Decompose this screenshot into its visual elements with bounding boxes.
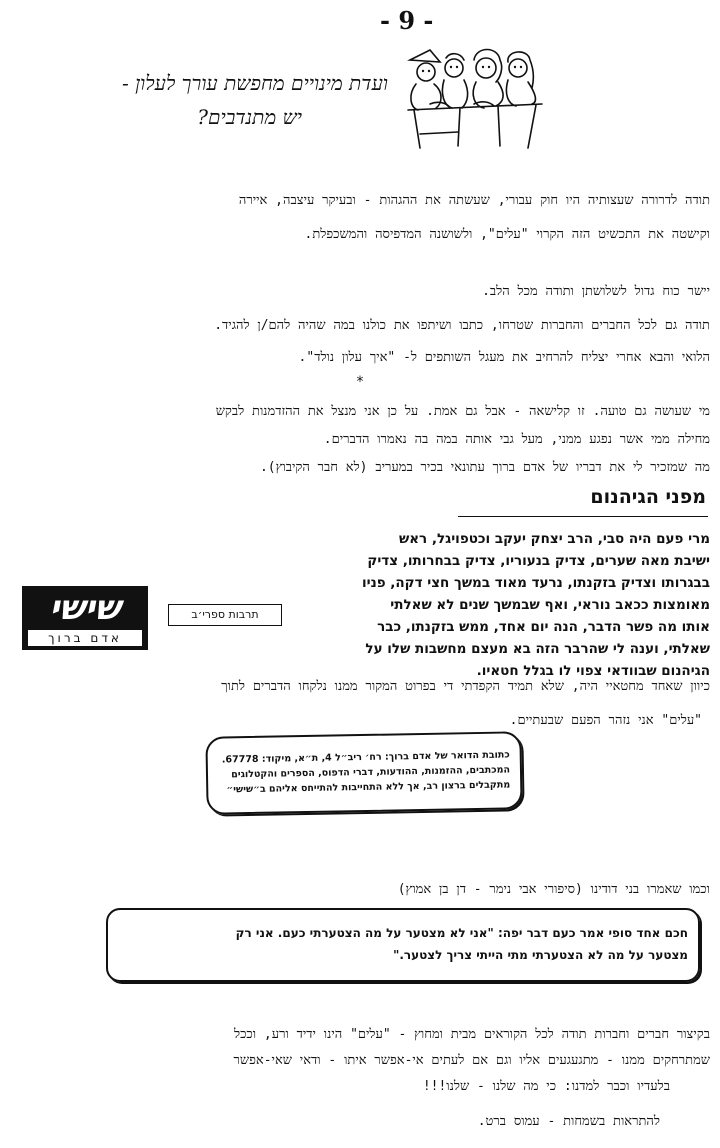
text-line: כיוון שאחד מחטאיי היה, שלא תמיד הקפדתי די בפרוט המקור ממנו נלקחו הדברים לתוך — [221, 679, 710, 694]
signature — [20, 1112, 660, 1132]
text-line: מי שעושה גם טועה. זו קלישאה - אבל גם אמת. על כן אני מנצל את ההזדמנות לבקש — [215, 404, 710, 419]
paragraph-source-note — [20, 670, 710, 738]
paragraph-saying-intro — [20, 880, 710, 900]
saying-box — [106, 908, 700, 982]
text-line: שמתרחקים ממנו - מתגעגעים אליו וגם אם לעתים אי-אפשר איתו - ודאי שאי-אפשר — [233, 1053, 710, 1068]
saying-line: חכם אחד סופי אמר כעם דבר יפה: "אני לא מצטער על מה הצטערתי כעם. אני רק — [235, 926, 688, 940]
address-box — [205, 731, 522, 815]
text-line: יישר כוח גדול לשלושתן ותודה מכל הלב. — [482, 284, 710, 299]
heading-line-2: יש מתנדבים? — [197, 105, 302, 129]
column-logo-author: אדם ברוך — [28, 630, 142, 646]
committee-cartoon — [400, 38, 550, 150]
heading-line-1: ועדת מינויים מחפשת עורך לעלון - — [121, 71, 388, 95]
text-line: בלעדיו וכבר למדנו: כי מה שלנו - שלנו!!! — [422, 1079, 670, 1094]
address-line: כתובת הדואר של אדם ברוך: רח׳ ריב״ל 4, ת״א, מיקוד: 67778. — [221, 749, 510, 766]
address-line: המכתבים, ההזמנות, ההודעות, דברי הדפוס, הספרים והקטלוגים — [231, 764, 511, 781]
quote-line: שאלתי, וענה לי שהרבר הזה בא מעצם מחשבות שלו על — [365, 641, 710, 657]
text-line: וקישטה את התכשיט הזה הקרוי "עלים", ולשושנה המדפיסה והמשכפלת. — [304, 227, 710, 242]
saying-text — [122, 922, 688, 966]
separator-asterisk: * — [356, 374, 364, 390]
text-line: וכמו שאמרו בני דודינו (סיפורי אבי נימר - דן בן אמוץ) — [397, 882, 710, 897]
text-line: תודה גם לכל החברים והחברות שטרחו, כתבו ושיתפו את כולנו במה שהיה להם/ן להגיד. — [214, 318, 710, 333]
quote-line: הגיהנום שבוודאי צפוי לו בגלל חטאיו. — [476, 663, 710, 679]
paragraph-apology — [20, 398, 710, 482]
quote-line: ישיבת מאה שערים, צדיק בנעוריו, צדיק בבחרותו, צדיק — [367, 553, 710, 569]
paragraph-thanks-2 — [20, 282, 710, 302]
quote-body — [288, 528, 710, 682]
quote-line: אותו מה פשר הדבר, הנה יום אחד, ממש בזקנתו, כבר — [377, 619, 710, 635]
people-at-table-illustration — [400, 38, 550, 150]
signature-text: להתראות בשמחות - עמוס ברט. — [477, 1114, 660, 1129]
quote-line: מאומצות ככאב נוראי, ואף שבמשך שנים לא שאלתי — [390, 597, 710, 613]
saying-line: מצטער על מה לא הצטערתי מתי הייתי צריך לצטער." — [393, 948, 688, 962]
quote-title-rule — [458, 516, 708, 517]
column-label-box: תרבות ספרי׳ב — [168, 604, 282, 626]
quote-line: מרי פעם היה סבי, הרב יצחק יעקב וכטפויגל, ראש — [398, 531, 710, 547]
address-line: מתקבלים ברצון רב, אך ללא התחייבות להתייחס אליהם ב״שישי״ — [226, 779, 511, 796]
text-line: "עלים" אני נזהר הפעם שבעתיים. — [509, 713, 702, 728]
quote-title: מפני הגיהנום — [590, 486, 706, 508]
handwritten-heading — [10, 66, 388, 134]
address-text — [221, 747, 511, 797]
paragraph-thanks-3 — [20, 310, 710, 374]
text-line: מחילה ממי אשר נפגע ממני, מעל גבי אותה במה בה נאמרו הדברים. — [323, 432, 710, 447]
paragraph-thanks-1 — [20, 184, 710, 252]
text-line: מה שמזכיר לי את דבריו של אדם ברוך עתונאי בכיר במעריב (לא חבר הקיבוץ). — [259, 460, 710, 475]
text-line: בקיצור חברים וחברות תודה לכל הקוראים מבית ומחוץ - "עלים" הינו ידיד ורע, וככל — [233, 1027, 710, 1042]
column-logo-wordmark: שישי — [49, 588, 121, 628]
text-line: תודה לדרורה שעצותיה היו חוק עבורי, שעשתה את ההגהות - ובעיקר עיצבה, איירה — [238, 193, 710, 208]
quote-line: בבגרותו וצדיק בזקנתו, נרעד מאוד במשך חצי דקה, פניו — [361, 575, 710, 591]
page-number: - 9 - — [380, 6, 434, 35]
text-line: הלואי והבא אחרי יצליח להרחיב את מעגל השותפים ל- "איך עלון נולד". — [298, 350, 710, 365]
paragraph-closing — [20, 1022, 710, 1100]
column-logo — [22, 586, 148, 650]
